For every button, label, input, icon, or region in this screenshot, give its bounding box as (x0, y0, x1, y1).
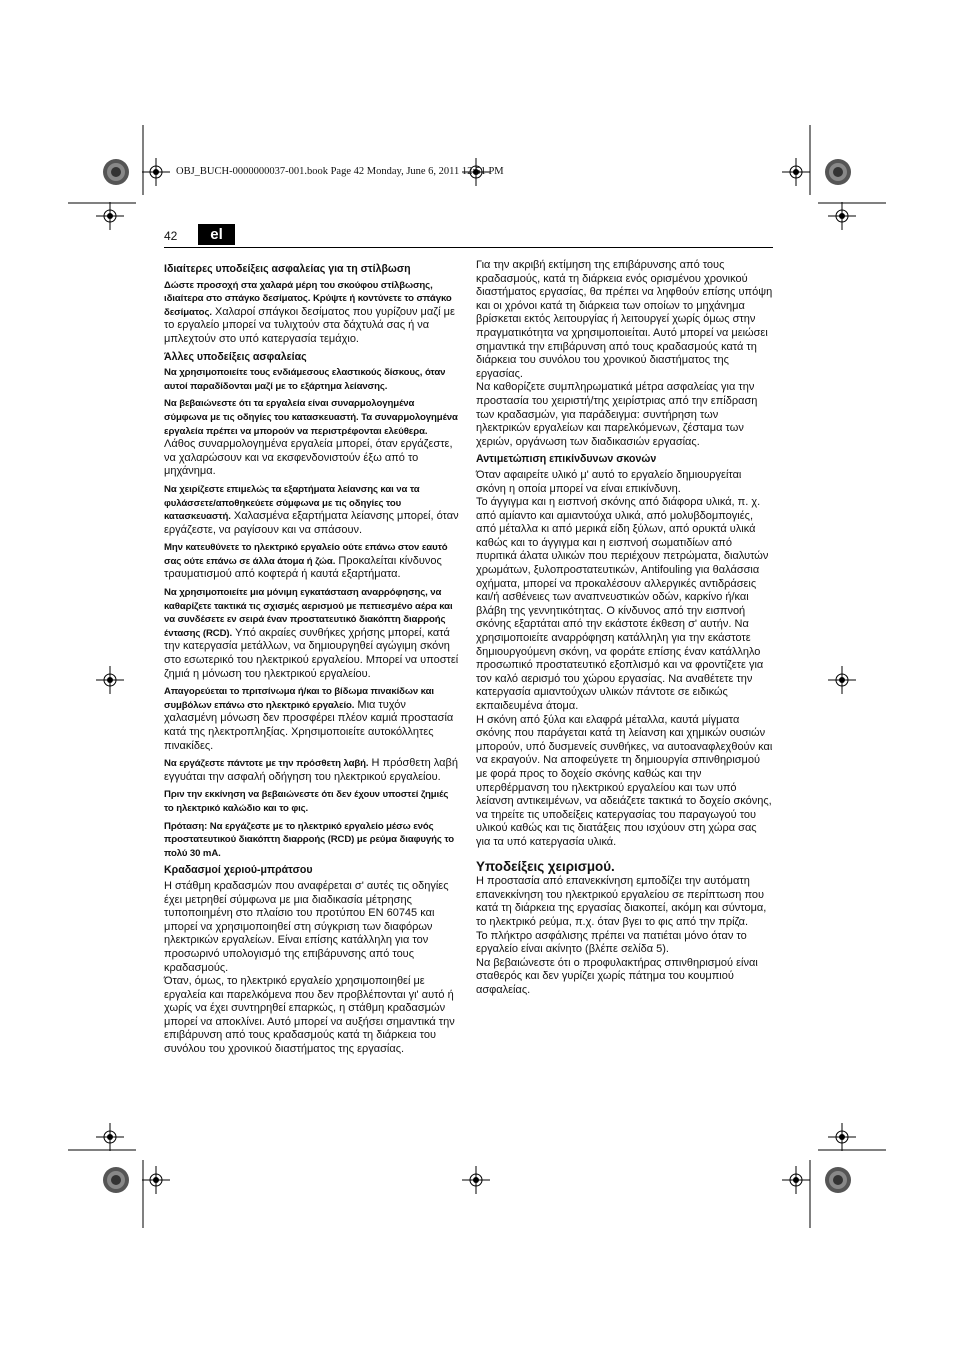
paragraph: Πρόταση: Να εργάζεστε με το ηλεκτρικό εργαλείο μέσω ενός προστατευτικού διακόπτη διαρροής (RCD) με ρεύμα διαφυγής το πολύ 30 mA. (164, 820, 454, 859)
section-heading: Κραδασμοί χεριού-μπράτσου (164, 864, 313, 877)
paragraph: Όταν αφαιρείτε υλικό μ' αυτό το εργαλείο δημιουργείται σκόνη η οποία μπορεί να είναι επικίνδυνη. (476, 468, 742, 495)
paragraph: Δώστε προσοχή στα χαλαρά μέρη του σκούφου στίλβωσης, ιδιαίτερα στο σπάγκο δεσίματος. Κρύψτε ή κοντύνετε το σπάγκο δεσίματος. Χαλαροί σπάγκοι δεσίματος που γυρίζουν μαζί με το εργαλείο μπορεί να τυλιχτούν στα δάχτυλά σας ή να μπλεχτούν στο υπό κατεργασία τεμάχιο. (164, 279, 455, 345)
paragraph: Η στάθμη κραδασμών που αναφέρεται σ' αυτές τις οδηγίες έχει μετρηθεί σύμφωνα με μια διαδικασία μέτρησης τυποποιημένη στο πλαίσιο του προτύπου EN 60745 και μπορεί να χρησιμοποιηθεί στη σύγκριση των διαφόρων ηλεκτρικών εργαλείων. Είναι επίσης κατάλληλη για τον προσωρινό υπολογισμό της επιβάρυνσης από τους κραδασμούς. (164, 879, 449, 974)
paragraph: Η προστασία από επανεκκίνηση εμποδίζει την αυτόματη επανεκκίνηση του ηλεκτρικού εργαλείου σε περίπτωση που κατά τη διάρκεια της εργασίας διακοπεί, ακόμη και σύντομα, το ηλεκτρικό ρεύμα, π.χ. όταν βγει το φις από την πρίζα. (476, 875, 767, 928)
section-heading: Ιδιαίτερες υποδείξεις ασφαλείας για τη στίλβωση (164, 263, 411, 275)
paragraph: Να χρησιμοποιείτε μια μόνιμη εγκατάσταση αναρρόφησης, να καθαρίζετε τακτικά τις σχισμές αερισμού με πεπιεσμένο αέρα και να συνδέσετε εν σειρά έναν προστατευτικό διακόπτη διαρροής έντασης (RCD). Υπό ακραίες συνθήκες χρήσης μπορεί, κατά την κατεργασία μετάλλων, να δημιουργηθεί αγώγιμη σκόνη στο εσωτερικό του ηλεκτρικού εργαλείου. Μπορεί να υποστεί ζημιά η μόνωση του ηλεκτρικού εργαλείου. (164, 587, 459, 680)
paragraph: Το άγγιγμα και η εισπνοή σκόνης από διάφορα υλικά, π. χ. από αμίαντο και αμιαντούχα υλικά, από μολυβδομπογιές, από μέταλλα κι από μερικά είδη ξύλων, από ορυκτά υλικά καθώς και το άγγιγμα και η εισπνοή σωματιδίων από πυριτικά άλατα υλικών που περιέχουν πετρώματα, διαλυτών χρωμάτων, ξυλοπροστατευτικών, Antifouling για θαλάσσια οχήματα, μπορεί να προκαλέσουν αλλεργικές αντιδράσεις και/ή ασθένειες των αναπνευστικών οδών, καρκίνο ή/και βλάβη της γεννητικότητας. Ο κίνδυνος από την εισπνοή σκόνης εξαρτάται από την εκάστοτε έκθεση σ' αυτήν. Να χρησιμοποιείτε αναρρόφηση κατάλληλη για την εκάστοτε δημιουργούμενη σκόνη, να φοράτε επίσης έναν κατάλληλο προσωπικό προστατευτικό εξοπλισμό και να φροντίζετε για τον καλό αερισμό του χώρου εργασίας. Να αναθέτετε την κατεργασία αμιαντούχων υλικών πάντοτε σε ειδικώς εκπαιδευμένα άτομα. (476, 496, 769, 712)
paragraph: Μην κατευθύνετε το ηλεκτρικό εργαλείο ούτε επάνω στον εαυτό σας ούτε επάνω σε άλλα άτομα ή ζώα. Προκαλείται κίνδυνος τραυματισμού από κοφτερά ή καυτά εξαρτήματα. (164, 542, 448, 581)
right-column (476, 259, 773, 1001)
paragraph: Να χειρίζεστε επιμελώς τα εξαρτήματα λείανσης και να τα φυλάσσετε/αποθηκεύετε σύμφωνα με τις οδηγίες του κατασκευαστή. Χαλασμένα εξαρτήματα λείανσης μπορεί, όταν εργάζεστε, να ραγίσουν και να σπάσουν. (164, 483, 459, 536)
paragraph: Απαγορεύεται το πριτσίνωμα ή/και το βίδωμα πινακίδων και συμβόλων επάνω στο ηλεκτρικό εργαλείο. Μια τυχόν χαλασμένη μόνωση δεν προσφέρει πλέον καμιά προστασία κατά της ηλεκτροπληξίας. Χρησιμοποιείτε αυτοκόλλητες πινακίδες. (164, 686, 454, 752)
paragraph: Να βεβαιώνεστε ότι ο προφυλακτήρας σπινθηρισμού είναι σταθερός και δεν γυρίζει χωρίς πάτημα του κουμπιού ασφαλείας. (476, 956, 758, 996)
paragraph: Να εργάζεστε πάντοτε με την πρόσθετη λαβή. Η πρόσθετη λαβή εγγυάται την ασφαλή οδήγηση του ηλεκτρικού εργαλείου. (164, 757, 458, 783)
paragraph: Πριν την εκκίνηση να βεβαιώνεστε ότι δεν έχουν υποστεί ζημιές το ηλεκτρικό καλώδιο και το φις. (164, 789, 449, 814)
language-tab: el (198, 224, 235, 245)
section-heading: Άλλες υποδείξεις ασφαλείας (164, 350, 307, 363)
paragraph: Όταν, όμως, το ηλεκτρικό εργαλείο χρησιμοποιηθεί με εργαλεία και παρελκόμενα που δεν προβλέπονται γι' αυτό ή χωρίς να έχει συντηρηθεί επαρκώς, η στάθμη κραδασμών μπορεί να αποκλίνει. Αυτό μπορεί να αυξήσει σημαντικά την επιβάρυνση από τους κραδασμούς κατά τη διάρκεια του συνόλου του χρονικού διαστήματος της εργασίας. (164, 975, 455, 1056)
paragraph: Για την ακριβή εκτίμηση της επιβάρυνσης από τους κραδασμούς, κατά τη διάρκεια ενός ορισμένου χρονικού διαστήματος εργασίας, θα πρέπει να ληφθούν επίσης υπόψη και οι χρόνοι κατά τη διάρκεια των οποίων το μηχάνημα βρίσκεται εκτός λειτουργίας ή λειτουργεί χωρίς όμως στην πραγματικότητα να χρησιμοποιείται. Αυτό μπορεί να μειώσει σημαντικά την επιβάρυνση από τους κραδασμούς κατά τη διάρκεια του συνόλου του χρονικού διαστήματος της εργασίας. (476, 259, 773, 380)
left-column (164, 259, 460, 1061)
paragraph: Να βεβαιώνεστε ότι τα εργαλεία είναι συναρμολογημένα σύμφωνα με τις οδηγίες του κατασκευαστή. Τα συναρμολογημένα εργαλεία πρέπει να μπορούν να περιστρέφονται ελεύθερα. Λάθος συναρμολογημένα εργαλεία μπορεί, όταν εργάζεστε, να χαλαρώσουν και να εκσφενδονιστούν έξω από το μηχάνημα. (164, 398, 458, 478)
paragraph: Η σκόνη από ξύλα και ελαφρά μέταλλα, καυτά μίγματα σκόνης που παράγεται κατά τη λείανση και χημικών ουσιών μπορούν, υπό δυσμενείς συνθήκες, να αυτοαναφλεχθούν και να εκραγούν. Να αποφεύγετε τη δημιουργία σπινθηρισμού με φορά προς το δοχείο σκόνης καθώς και την υπερθέρμανση του ηλεκτρικού εργαλείου και των υπό λείανση αντικειμένων, να αδειάζετε τακτικά το δοχείο σκόνης, να τηρείτε τις υποδείξεις κατεργασίας του παραγωγού του υλικού καθώς και τις διατάξεις που ισχύουν στη χώρα σας για τα υπό κατεργασία υλικά. (476, 713, 773, 848)
paragraph: Να χρησιμοποιείτε τους ενδιάμεσους ελαστικούς δίσκους, όταν αυτοί παραδίδονται μαζί με το εξάρτημα λείανσης. (164, 367, 446, 392)
section-heading: Αντιμετώπιση επικίνδυνων σκονών (476, 453, 657, 466)
header-rule (164, 247, 773, 248)
section-heading: Υποδείξεις χειρισμού. (476, 858, 615, 874)
book-header: OBJ_BUCH-0000000037-001.book Page 42 Monday, June 6, 2011 12:51 PM (176, 166, 504, 177)
paragraph: Το πλήκτρο ασφάλισης πρέπει να πατιέται μόνο όταν το εργαλείο είναι ακίνητο (βλέπε σελίδα 5). (476, 929, 747, 956)
paragraph: Να καθορίζετε συμπληρωματικά μέτρα ασφαλείας για την προστασία του χειριστή/της χειρίστριας από την επίδραση των κραδασμών, για παράδειγμα: συντήρηση των ηλεκτρικών εργαλείων και παρελκόμενων, ζέσταμα των χεριών, οργάνωση των διαδικασιών εργασίας. (476, 381, 758, 448)
page-number: 42 (164, 229, 178, 243)
